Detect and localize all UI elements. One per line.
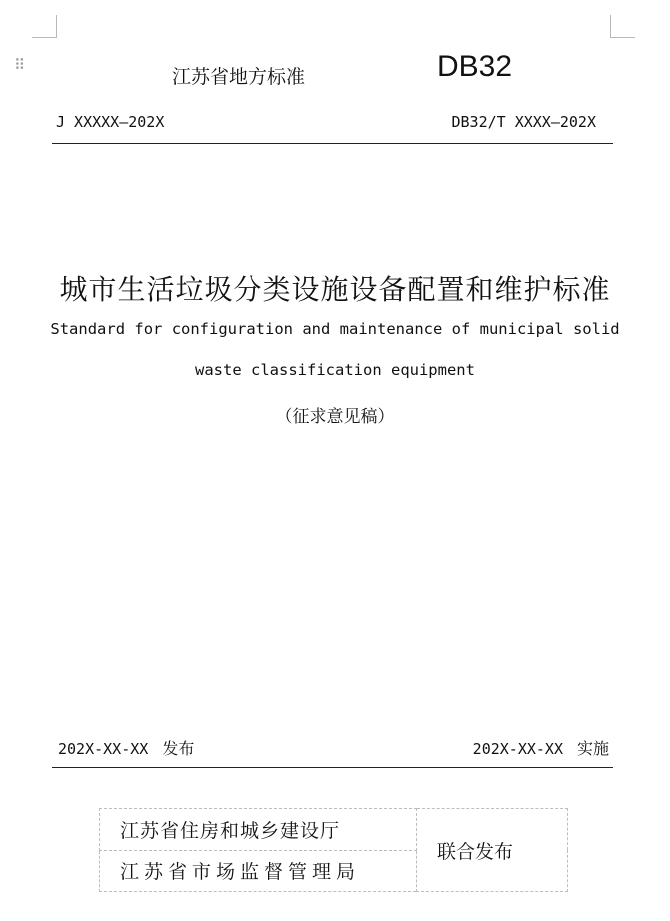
implement-date-line <box>473 736 609 759</box>
footer-divider <box>52 767 613 768</box>
publish-date-line <box>58 736 194 759</box>
crop-mark-top-right <box>610 15 635 38</box>
crop-mark-top-left <box>32 15 57 38</box>
document-title-english-line1: Standard for configuration and maintenance of municipal solid <box>50 320 620 338</box>
publish-date: 202X-XX-XX <box>58 740 149 758</box>
drag-handle-icon[interactable]: ⠿ <box>14 56 24 74</box>
standard-number: DB32/T XXXX—202X <box>451 113 596 131</box>
publish-label: 发布 <box>162 739 195 758</box>
db-logo: DB32 <box>437 50 513 83</box>
issuers-table <box>99 808 568 892</box>
document-title-chinese: 城市生活垃圾分类设施设备配置和维护标准 <box>59 273 611 306</box>
header-divider <box>52 143 613 144</box>
filing-number: J XXXXX—202X <box>56 113 165 131</box>
issuer-2: 江苏省市场监督管理局 <box>100 850 417 892</box>
implement-date: 202X-XX-XX <box>472 740 563 758</box>
standard-type: 江苏省地方标准 <box>172 66 306 88</box>
implement-label: 实施 <box>576 739 609 758</box>
joint-publish-label: 联合发布 <box>417 809 568 892</box>
draft-status: （征求意见稿） <box>275 407 395 427</box>
document-title-english-line2: waste classification equipment <box>195 361 475 379</box>
issuer-1: 江苏省住房和城乡建设厅 <box>100 809 417 851</box>
